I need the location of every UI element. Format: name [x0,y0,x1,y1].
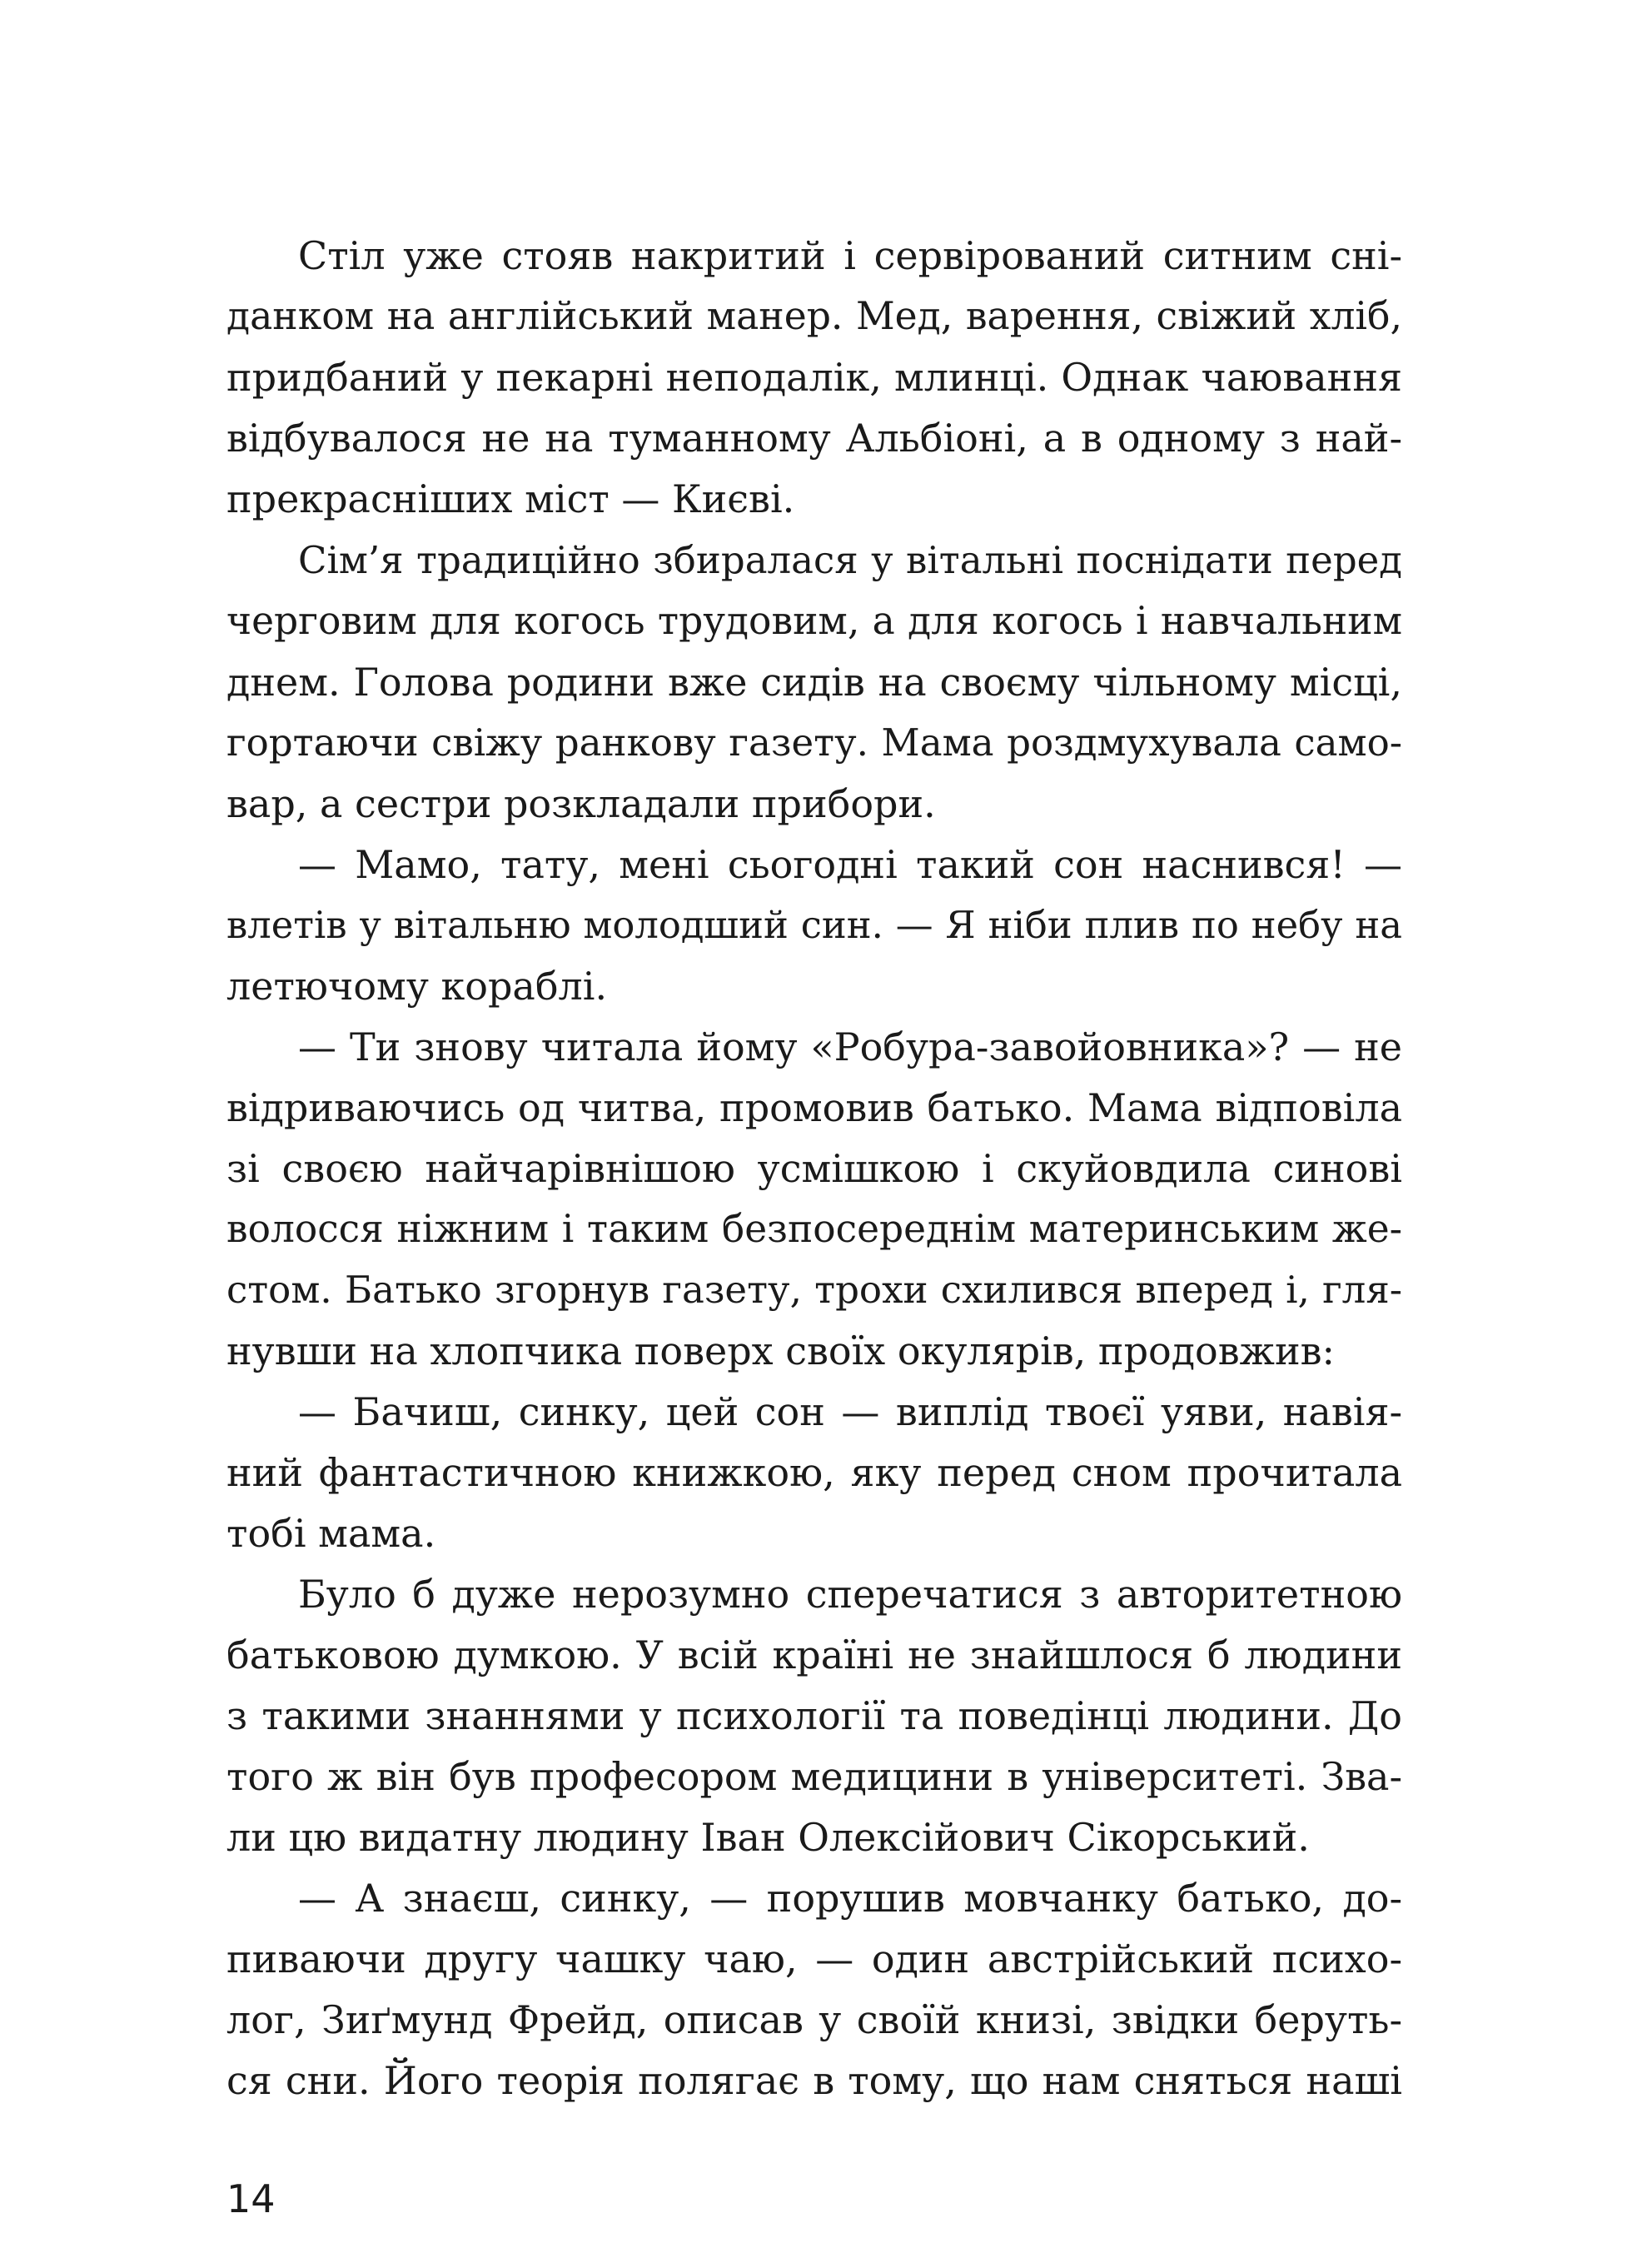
text-line: данком на англійський манер. Мед, варення, свіжий хліб, [226,294,1402,338]
text-line: пиваючи другу чашку чаю, — один австрійський психо- [226,1936,1402,1981]
text-line: прекрасніших міст — Києві. [226,476,795,521]
text-line: ли цю видатну людину Іван Олексійович Сікорський. [226,1815,1310,1860]
text-line: днем. Голова родини вже сидів на своєму чільному місці, [226,660,1402,705]
text-line: волосся ніжним і таким безпосереднім материнським же- [226,1207,1402,1251]
text-line: ний фантастичною книжкою, яку перед сном прочитала [226,1450,1402,1495]
text-line: — Бачиш, синку, цей сон — виплід твоєї уяви, навія- [298,1389,1402,1434]
text-line: гортаючи свіжу ранкову газету. Мама роздмухувала само- [226,720,1402,765]
text-line: Сім’я традиційно збиралася у вітальні поснідати перед [298,538,1402,582]
text-line: придбаний у пекарні неподалік, млинці. Однак чаювання [226,355,1402,400]
text-line: — Ти знову читала йому «Робура-завойовника»? — не [298,1024,1402,1069]
text-line: черговим для когось трудовим, а для когось і навчальним [226,599,1402,643]
text-line: відриваючись од читва, промовив батько. Мама відповіла [226,1085,1402,1130]
text-line: ся сни. Його теорія полягає в тому, що нам сняться наші [226,2058,1402,2103]
page-number: 14 [226,2176,276,2221]
text-line: зі своєю найчарівнішою усмішкою і скуйовдила синові [226,1146,1402,1191]
text-line: з такими знаннями у психології та поведінці людини. До [226,1693,1402,1738]
text-line: батьковою думкою. У всій країні не знайшлося б людини [226,1632,1402,1677]
text-line: вар, а сестри розкладали прибори. [226,781,936,826]
text-line: стом. Батько згорнув газету, трохи схилився вперед і, гля- [226,1268,1402,1312]
text-line: Стіл уже стояв накритий і сервірований ситним сні- [298,233,1402,278]
text-line: відбувалося не на туманному Альбіоні, а в одному з най- [226,416,1402,461]
text-line: нувши на хлопчика поверх своїх окулярів, продовжив: [226,1328,1336,1373]
text-line: Було б дуже нерозумно сперечатися з авторитетною [298,1572,1402,1617]
text-line: — А знаєш, синку, — порушив мовчанку батько, до- [298,1876,1402,1921]
text-line: — Мамо, тату, мені сьогодні такий сон наснився! — [298,842,1402,887]
text-line: тобі мама. [226,1511,436,1556]
text-line: того ж він був професором медицини в університеті. Зва- [226,1754,1402,1799]
text-line: летючому кораблі. [226,964,608,1009]
text-line: влетів у вітальню молодший син. — Я ніби плив по небу на [226,903,1402,947]
text-line: лог, Зиґмунд Фрейд, описав у своїй книзі, звідки беруть- [226,1997,1402,2042]
